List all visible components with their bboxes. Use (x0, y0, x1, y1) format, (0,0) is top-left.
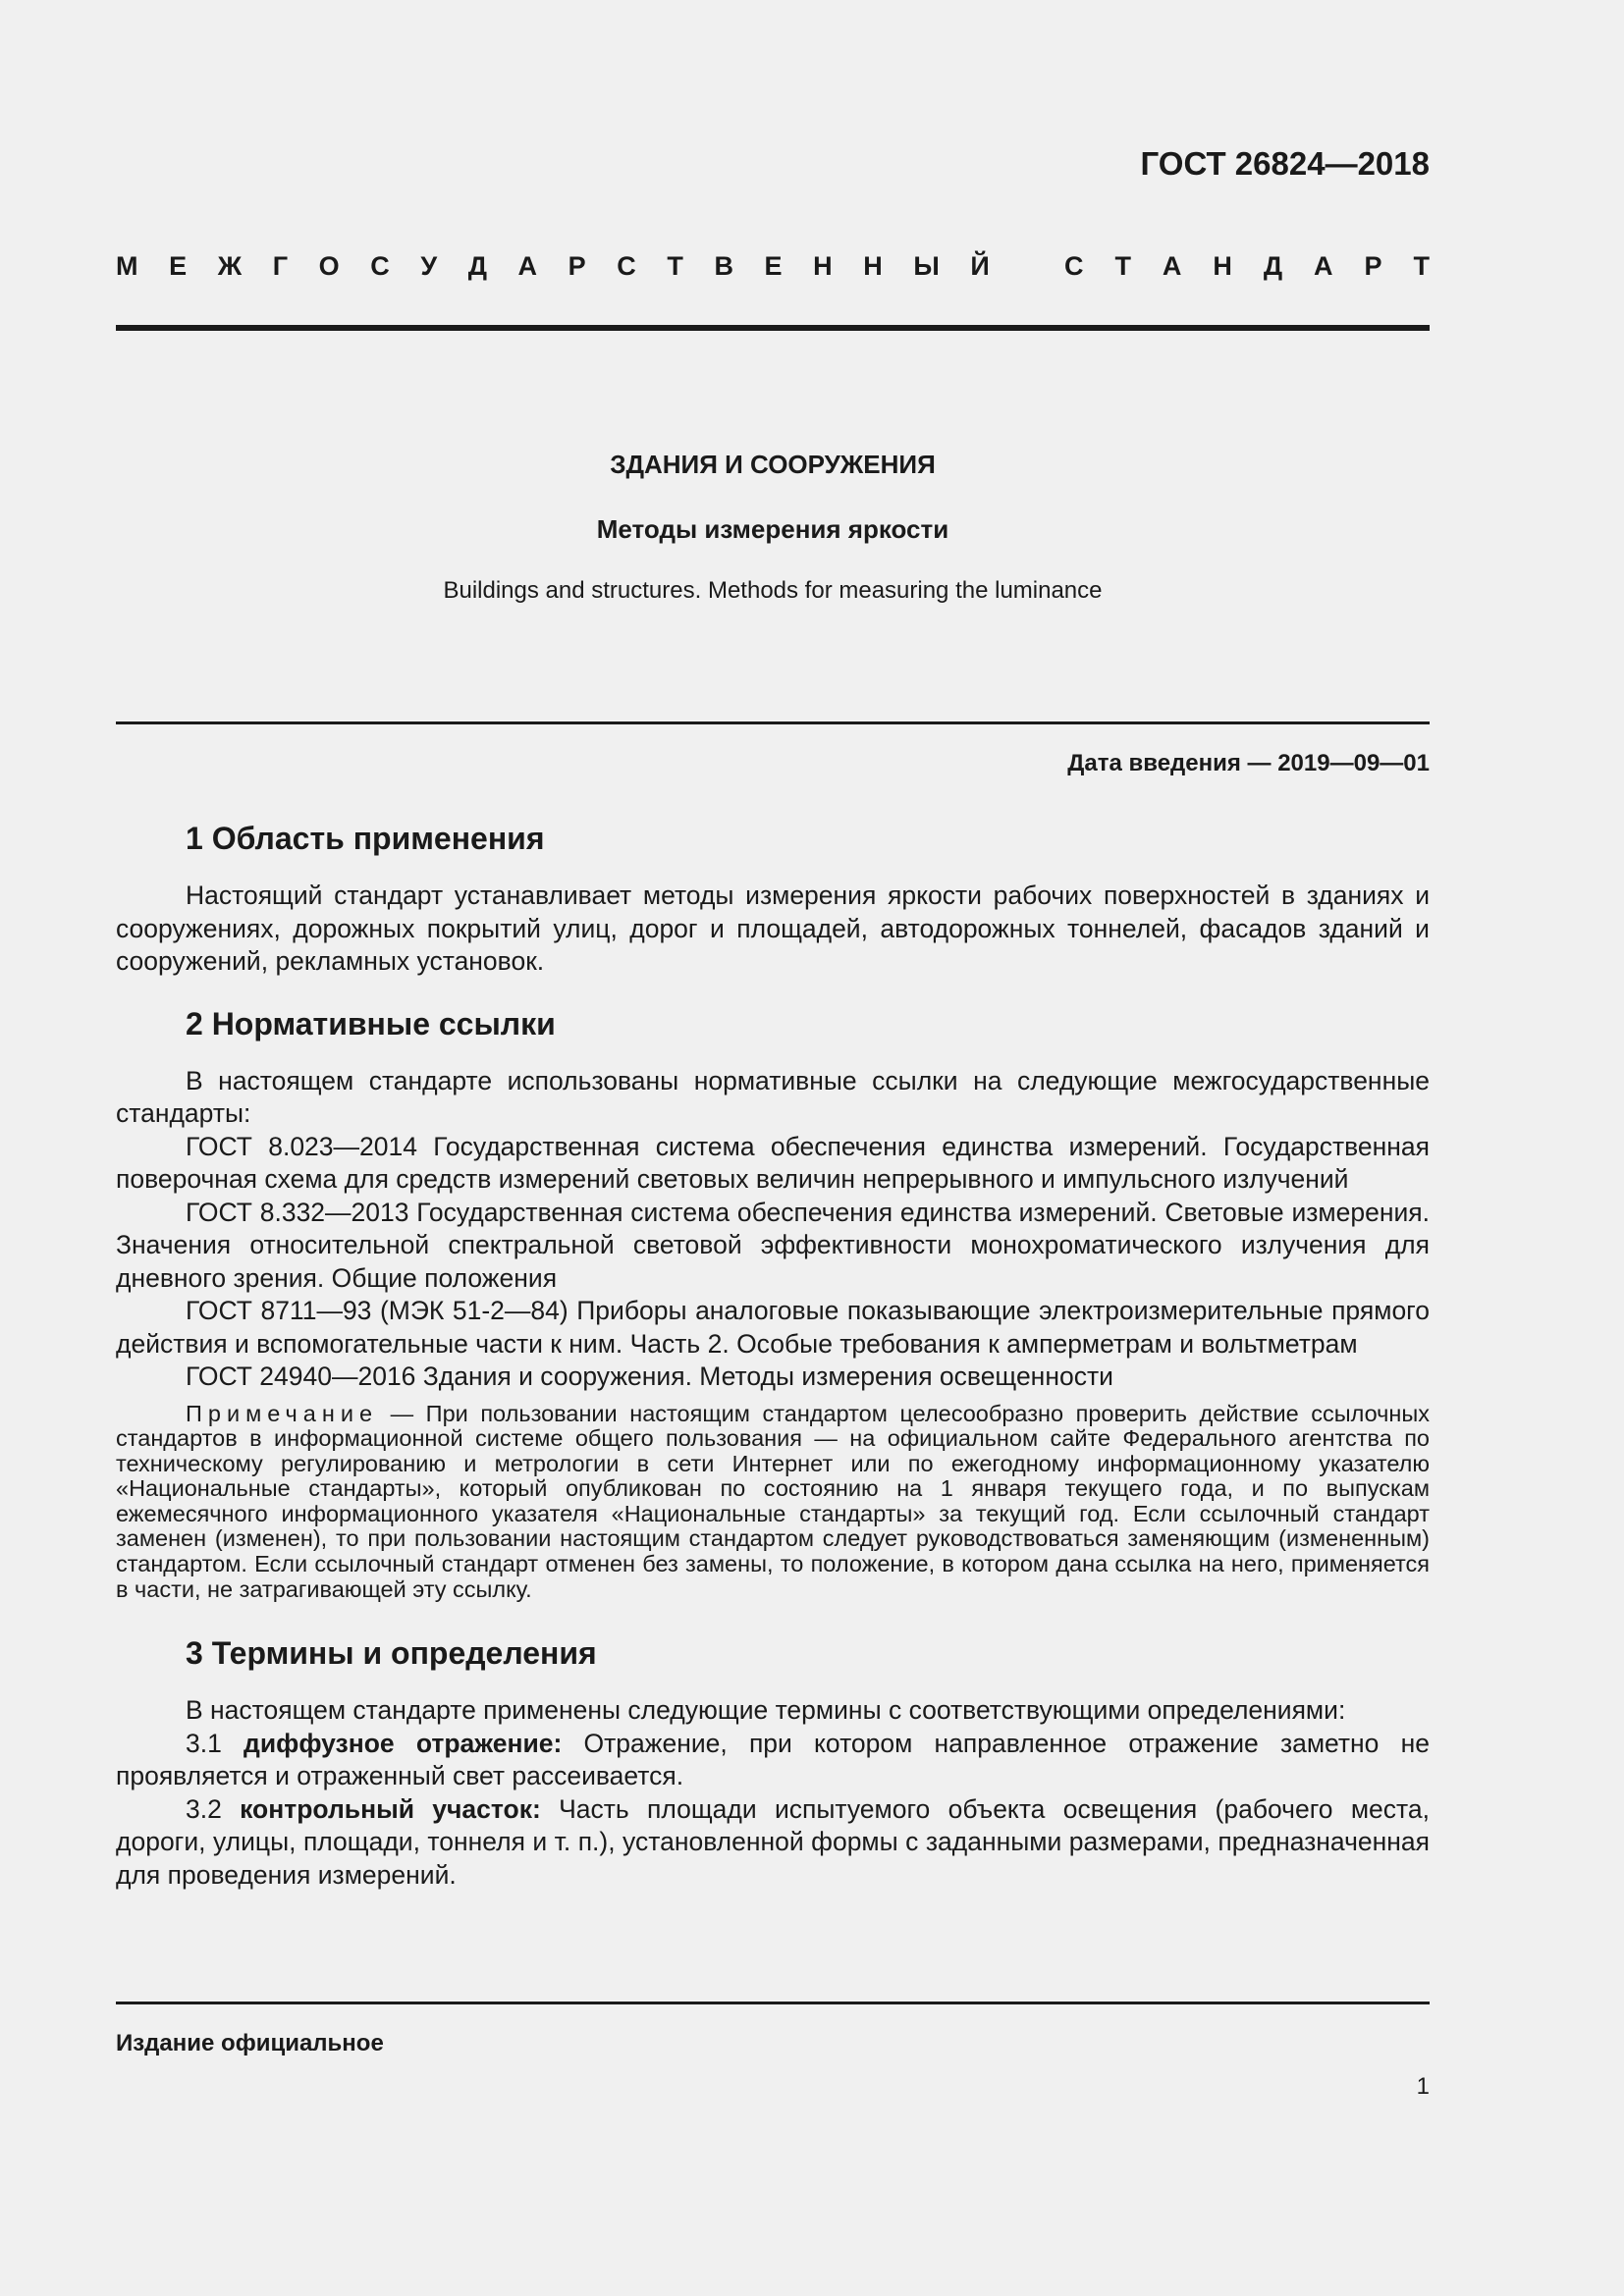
spaced-letter: Й (970, 251, 990, 281)
spaced-letter: С (1064, 251, 1084, 281)
spaced-letter: А (1314, 251, 1333, 281)
title-rule (116, 721, 1430, 724)
standard-word (1064, 251, 1430, 282)
spaced-letter: Ы (913, 251, 940, 281)
official-edition-label: Издание официальное (116, 2030, 384, 2056)
spaced-letter: Г (272, 251, 289, 281)
spaced-letter: С (370, 251, 390, 281)
document-subtitle: Методы измерения яркости (596, 514, 949, 544)
reference-item: ГОСТ 8.023—2014 Государственная система обеспечения единства измерений. Государственная поверочная схема для средств измерений световых величин непрерывного и импульсного излучений (116, 1131, 1430, 1194)
spaced-letter: Т (667, 251, 683, 281)
spaced-letter: М (116, 251, 138, 281)
spaced-letter: В (714, 251, 733, 281)
document-number: ГОСТ 26824—2018 (1140, 145, 1430, 182)
document-body (116, 817, 1430, 1892)
term-number: 3.2 (186, 1793, 241, 1824)
section-3-heading: 3 Термины и определения (186, 1635, 597, 1672)
note-text: — При пользовании настоящим стандартом целесообразно проверить действие ссылочных стандартов в информационной системе общего пользования — на официальном сайте Федерального агентства по техническому регулированию и метрологии в сети Интернет или по ежегодному информационному указателю «Национальные стандарты», который опубликован по состоянию на 1 января текущего года, и по выпускам ежемесячного информационного указателя «Национальные стандарты» за текущий год. Если ссылочный стандарт заменен (изменен), то при пользовании настоящим стандартом следует руководствоваться заменяющим (измененным) стандартом. Если ссылочный стандарт отменен без замены, то положение, в котором дана ссылка на него, применяется в части, не затрагивающей эту ссылку. (116, 1400, 1430, 1602)
spaced-letter: С (617, 251, 636, 281)
section-2-heading: 2 Нормативные ссылки (186, 1005, 556, 1041)
spaced-letter: Т (1114, 251, 1131, 281)
spaced-letter: Н (1213, 251, 1232, 281)
spaced-letter: Н (813, 251, 833, 281)
term-number: 3.1 (186, 1728, 244, 1758)
spaced-letter: У (420, 251, 438, 281)
term-definition (116, 1728, 1430, 1793)
section-1-paragraph: Настоящий стандарт устанавливает методы измерения яркости рабочих поверхностей в зданиях и сооружениях, дорожных покрытий улиц, дорог и площадей, автодорожных тоннелей, фасадов зданий и сооружений, рекламных установок. (116, 881, 1430, 976)
term-name: контрольный участок: (240, 1793, 541, 1824)
spaced-letter: Н (863, 251, 883, 281)
spaced-letter: А (517, 251, 538, 281)
section-1-heading: 1 Область применения (186, 821, 545, 856)
note-label: Примечание (186, 1400, 379, 1426)
interstate-standard-banner (116, 251, 1430, 282)
term-name: диффузное отражение: (244, 1728, 563, 1758)
reference-item: ГОСТ 8711—93 (МЭК 51-2—84) Приборы аналоговые показывающие электроизмерительные прямого действия и вспомогательные части к ним. Часть 2. Особые требования к амперметрам и вольтметрам (116, 1296, 1430, 1359)
document-title-english: Buildings and structures. Methods for measuring the luminance (443, 577, 1103, 604)
spaced-letter: Д (467, 251, 487, 281)
spaced-letter: Е (169, 251, 188, 281)
reference-item: ГОСТ 24940—2016 Здания и сооружения. Методы измерения освещенности (186, 1362, 1113, 1391)
reference-note (116, 1402, 1430, 1603)
spaced-letter: Р (1364, 251, 1382, 281)
reference-item: ГОСТ 8.332—2013 Государственная система обеспечения единства измерений. Световые измерения. Значения относительной спектральной световой эффективности монохроматического излучения для дневного зрения. Общие положения (116, 1197, 1430, 1293)
interstate-word (116, 251, 990, 282)
term-text: Отражение, при котором направленное отражение заметно не проявляется и отраженный свет рассеивается. (116, 1728, 1430, 1791)
spaced-letter: Ж (217, 251, 243, 281)
term-definition (116, 1793, 1430, 1893)
spaced-letter: О (318, 251, 340, 281)
document-page (116, 0, 1430, 2296)
header-rule (116, 325, 1430, 331)
page-number: 1 (1416, 2073, 1430, 2100)
document-title: ЗДАНИЯ И СООРУЖЕНИЯ (610, 450, 936, 479)
spaced-letter: Т (1413, 251, 1430, 281)
term-text: Часть площади испытуемого объекта освещения (рабочего места, дороги, улицы, площади, тоннеля и т. п.), установленной формы с заданными размерами, предназначенная для проведения измерений. (116, 1793, 1430, 1890)
spaced-letter: Р (568, 251, 586, 281)
spaced-letter: Е (764, 251, 783, 281)
section-3-paragraph: В настоящем стандарте применены следующие термины с соответствующими определениями: (186, 1695, 1346, 1726)
introduction-date: Дата введения — 2019—09—01 (1067, 750, 1430, 776)
footer-rule (116, 2002, 1430, 2004)
spaced-letter: Д (1263, 251, 1283, 281)
section-2-paragraph: В настоящем стандарте использованы нормативные ссылки на следующие межгосударственные стандарты: (116, 1065, 1430, 1128)
spaced-letter: А (1162, 251, 1182, 281)
